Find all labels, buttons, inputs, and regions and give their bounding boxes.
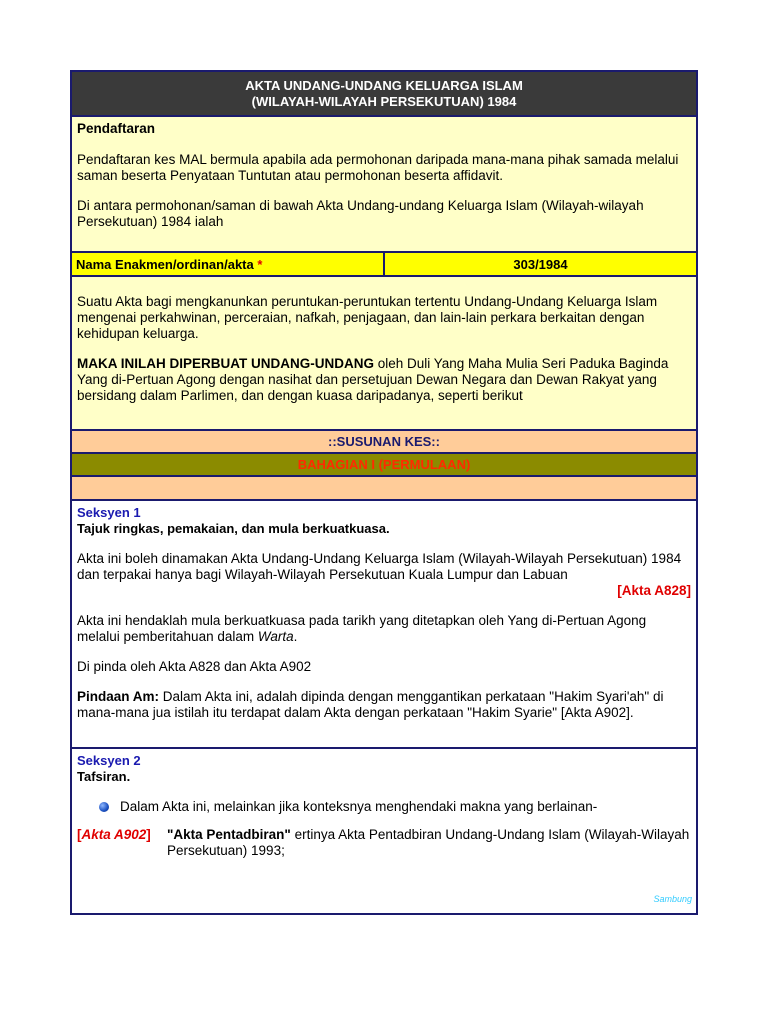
- pendaftaran-para-2: Di antara permohonan/saman di bawah Akta Undang-undang Keluarga Islam (Wilayah-wilayah Persekutuan) 1984 ialah: [77, 198, 644, 229]
- pendaftaran-heading: Pendaftaran: [77, 121, 156, 136]
- enakmen-label: Nama Enakmen/ordinan/akta: [76, 256, 254, 272]
- definition-text: [167, 827, 691, 859]
- definition-body: ertinya Akta Pentadbiran Undang-Undang Islam (Wilayah-Wilayah Persekutuan) 1993;: [167, 827, 690, 858]
- pendaftaran-para-1: Pendaftaran kes MAL bermula apabila ada permohonan daripada mana-mana pihak samada melalui saman beserta Penyataan Tuntutan atau permohonan beserta affidavit.: [77, 152, 679, 183]
- akta-a828-ref: [Akta A828]: [617, 583, 691, 598]
- akta-a902-tag: [77, 827, 167, 859]
- bahagian-bar: BAHAGIAN I (PERMULAAN): [72, 454, 696, 477]
- seksyen-1-para-1: Akta ini boleh dinamakan Akta Undang-Undang Keluarga Islam (Wilayah-Wilayah Persekutuan) 1984 dan terpakai hanya bagi Wilayah-Wilayah Persekutuan Kuala Lumpur dan Labuan: [77, 551, 682, 582]
- preamble-rest: oleh Duli Yang Maha Mulia Seri Paduka Baginda Yang di-Pertuan Agong dengan nasihat dan persetujuan Dewan Negara dan Dewan Rakyat yang bersidang dalam Parlimen, dan dengan kuasa daripadanya, seperti berikut: [77, 356, 669, 403]
- tag-close-bracket: ]: [146, 827, 151, 842]
- seksyen-2-title: Seksyen 2: [77, 753, 141, 768]
- preamble-para-1: Suatu Akta bagi mengkanunkan peruntukan-peruntukan tertentu Undang-Undang Keluarga Islam mengenai perkahwinan, perceraian, nafkah, penjagaan, dan lain-lain perkara berkaitan dengan kehidupan keluarga.: [77, 294, 658, 341]
- definition-row: [77, 827, 691, 859]
- seksyen-2-section: [72, 749, 696, 913]
- pendaftaran-section: [72, 117, 696, 253]
- pindaan-am-text: Dalam Akta ini, adalah dipinda dengan menggantikan perkataan "Hakim Syari'ah" di mana-mana jua istilah itu terdapat dalam Akta dengan perkataan "Hakim Syarie" [Akta A902].: [77, 689, 664, 720]
- seksyen-1-para-3: Di pinda oleh Akta A828 dan Akta A902: [77, 659, 312, 674]
- enakmen-row: [72, 253, 696, 277]
- required-asterisk: *: [257, 256, 263, 272]
- seksyen-2-subtitle: Tafsiran.: [77, 769, 131, 784]
- para-2-end: .: [293, 629, 298, 644]
- seksyen-1-section: [72, 501, 696, 749]
- preamble-para-2: [77, 356, 691, 404]
- document-table: [70, 70, 698, 915]
- title-line-2: (WILAYAH-WILAYAH PERSEKUTUAN) 1984: [251, 94, 517, 109]
- enakmen-value: 303/1984: [513, 256, 568, 272]
- seksyen-1-subtitle: Tajuk ringkas, pemakaian, dan mula berkuatkuasa.: [77, 521, 390, 536]
- seksyen-1-title: Seksyen 1: [77, 505, 141, 520]
- enakmen-label-cell: [72, 253, 385, 275]
- tag-open-bracket: [: [77, 827, 82, 842]
- seksyen-1-para-4: [77, 689, 691, 721]
- seksyen-1-para-2: [77, 613, 691, 645]
- pindaan-am-label: Pindaan Am:: [77, 689, 160, 704]
- title-line-1: AKTA UNDANG-UNDANG KELUARGA ISLAM: [245, 78, 523, 93]
- blue-bullet-icon: [99, 802, 109, 812]
- preamble-section: [72, 277, 696, 431]
- empty-peach-bar: [72, 477, 696, 501]
- para-2-start: Akta ini hendaklah mula berkuatkuasa pada tarikh yang ditetapkan oleh Yang di-Pertuan Agong melalui pemberitahuan dalam: [77, 613, 647, 644]
- definition-term: "Akta Pentadbiran": [167, 827, 291, 842]
- page-title: [72, 72, 696, 117]
- bullet-text: Dalam Akta ini, melainkan jika konteksnya menghendaki makna yang berlainan-: [120, 799, 598, 814]
- sambung-link[interactable]: Sambung: [653, 894, 692, 904]
- warta-italic: Warta: [257, 629, 294, 644]
- bullet-line: [99, 799, 691, 815]
- preamble-bold: MAKA INILAH DIPERBUAT UNDANG-UNDANG: [77, 356, 374, 371]
- susunan-kes-bar: ::SUSUNAN KES::: [72, 431, 696, 454]
- tag-text: Akta A902: [81, 827, 147, 842]
